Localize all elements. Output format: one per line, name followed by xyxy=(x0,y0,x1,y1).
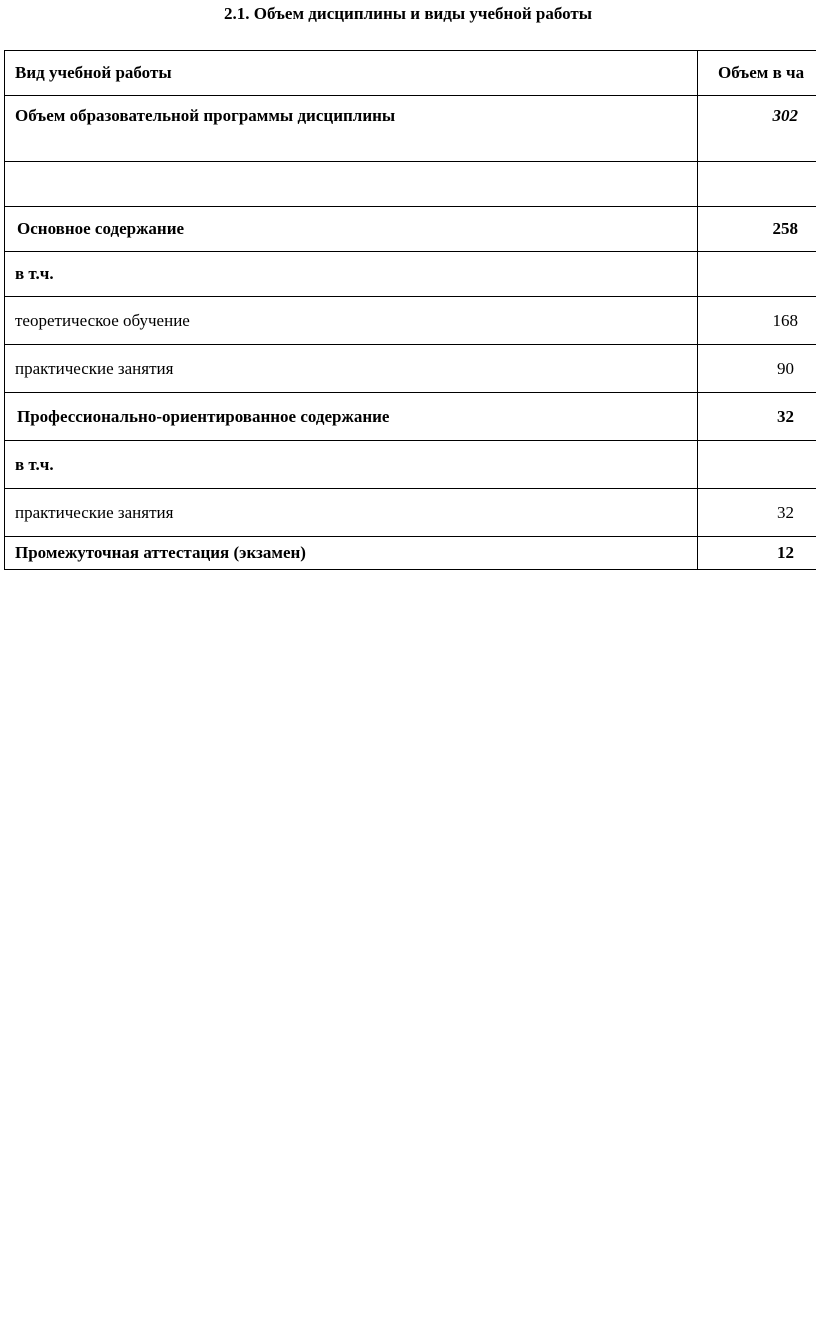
table-header-row xyxy=(5,51,816,96)
row-value: 32 xyxy=(777,406,794,426)
row-label: Профессионально-ориентированное содержание xyxy=(5,393,698,441)
table-row xyxy=(5,537,816,570)
table-row xyxy=(5,345,816,393)
row-value: 12 xyxy=(777,543,794,562)
table-row xyxy=(5,441,816,489)
row-label: Промежуточная аттестация (экзамен) xyxy=(5,537,698,570)
table-row xyxy=(5,489,816,537)
table-row xyxy=(5,393,816,441)
row-label: Объем образовательной программы дисциплины xyxy=(5,96,698,162)
row-value: 258 xyxy=(772,219,798,238)
row-label: теоретическое обучение xyxy=(5,297,698,345)
row-label: практические занятия xyxy=(5,489,698,537)
table-row xyxy=(5,207,816,252)
row-label xyxy=(5,162,698,207)
table-row xyxy=(5,96,816,162)
row-value: 168 xyxy=(772,310,798,330)
row-value: 302 xyxy=(772,106,798,125)
row-label: Основное содержание xyxy=(5,207,698,252)
row-label: в т.ч. xyxy=(5,441,698,489)
table-row xyxy=(5,297,816,345)
row-value: 90 xyxy=(777,358,794,378)
table-row xyxy=(5,162,816,207)
workload-table xyxy=(4,50,816,570)
row-label: в т.ч. xyxy=(5,252,698,297)
row-value: 32 xyxy=(777,502,794,522)
header-hours: Объем в ча xyxy=(698,51,816,96)
table-row xyxy=(5,252,816,297)
row-label: практические занятия xyxy=(5,345,698,393)
header-activity-type: Вид учебной работы xyxy=(5,51,698,96)
page-title: 2.1. Объем дисциплины и виды учебной работы xyxy=(223,4,593,23)
